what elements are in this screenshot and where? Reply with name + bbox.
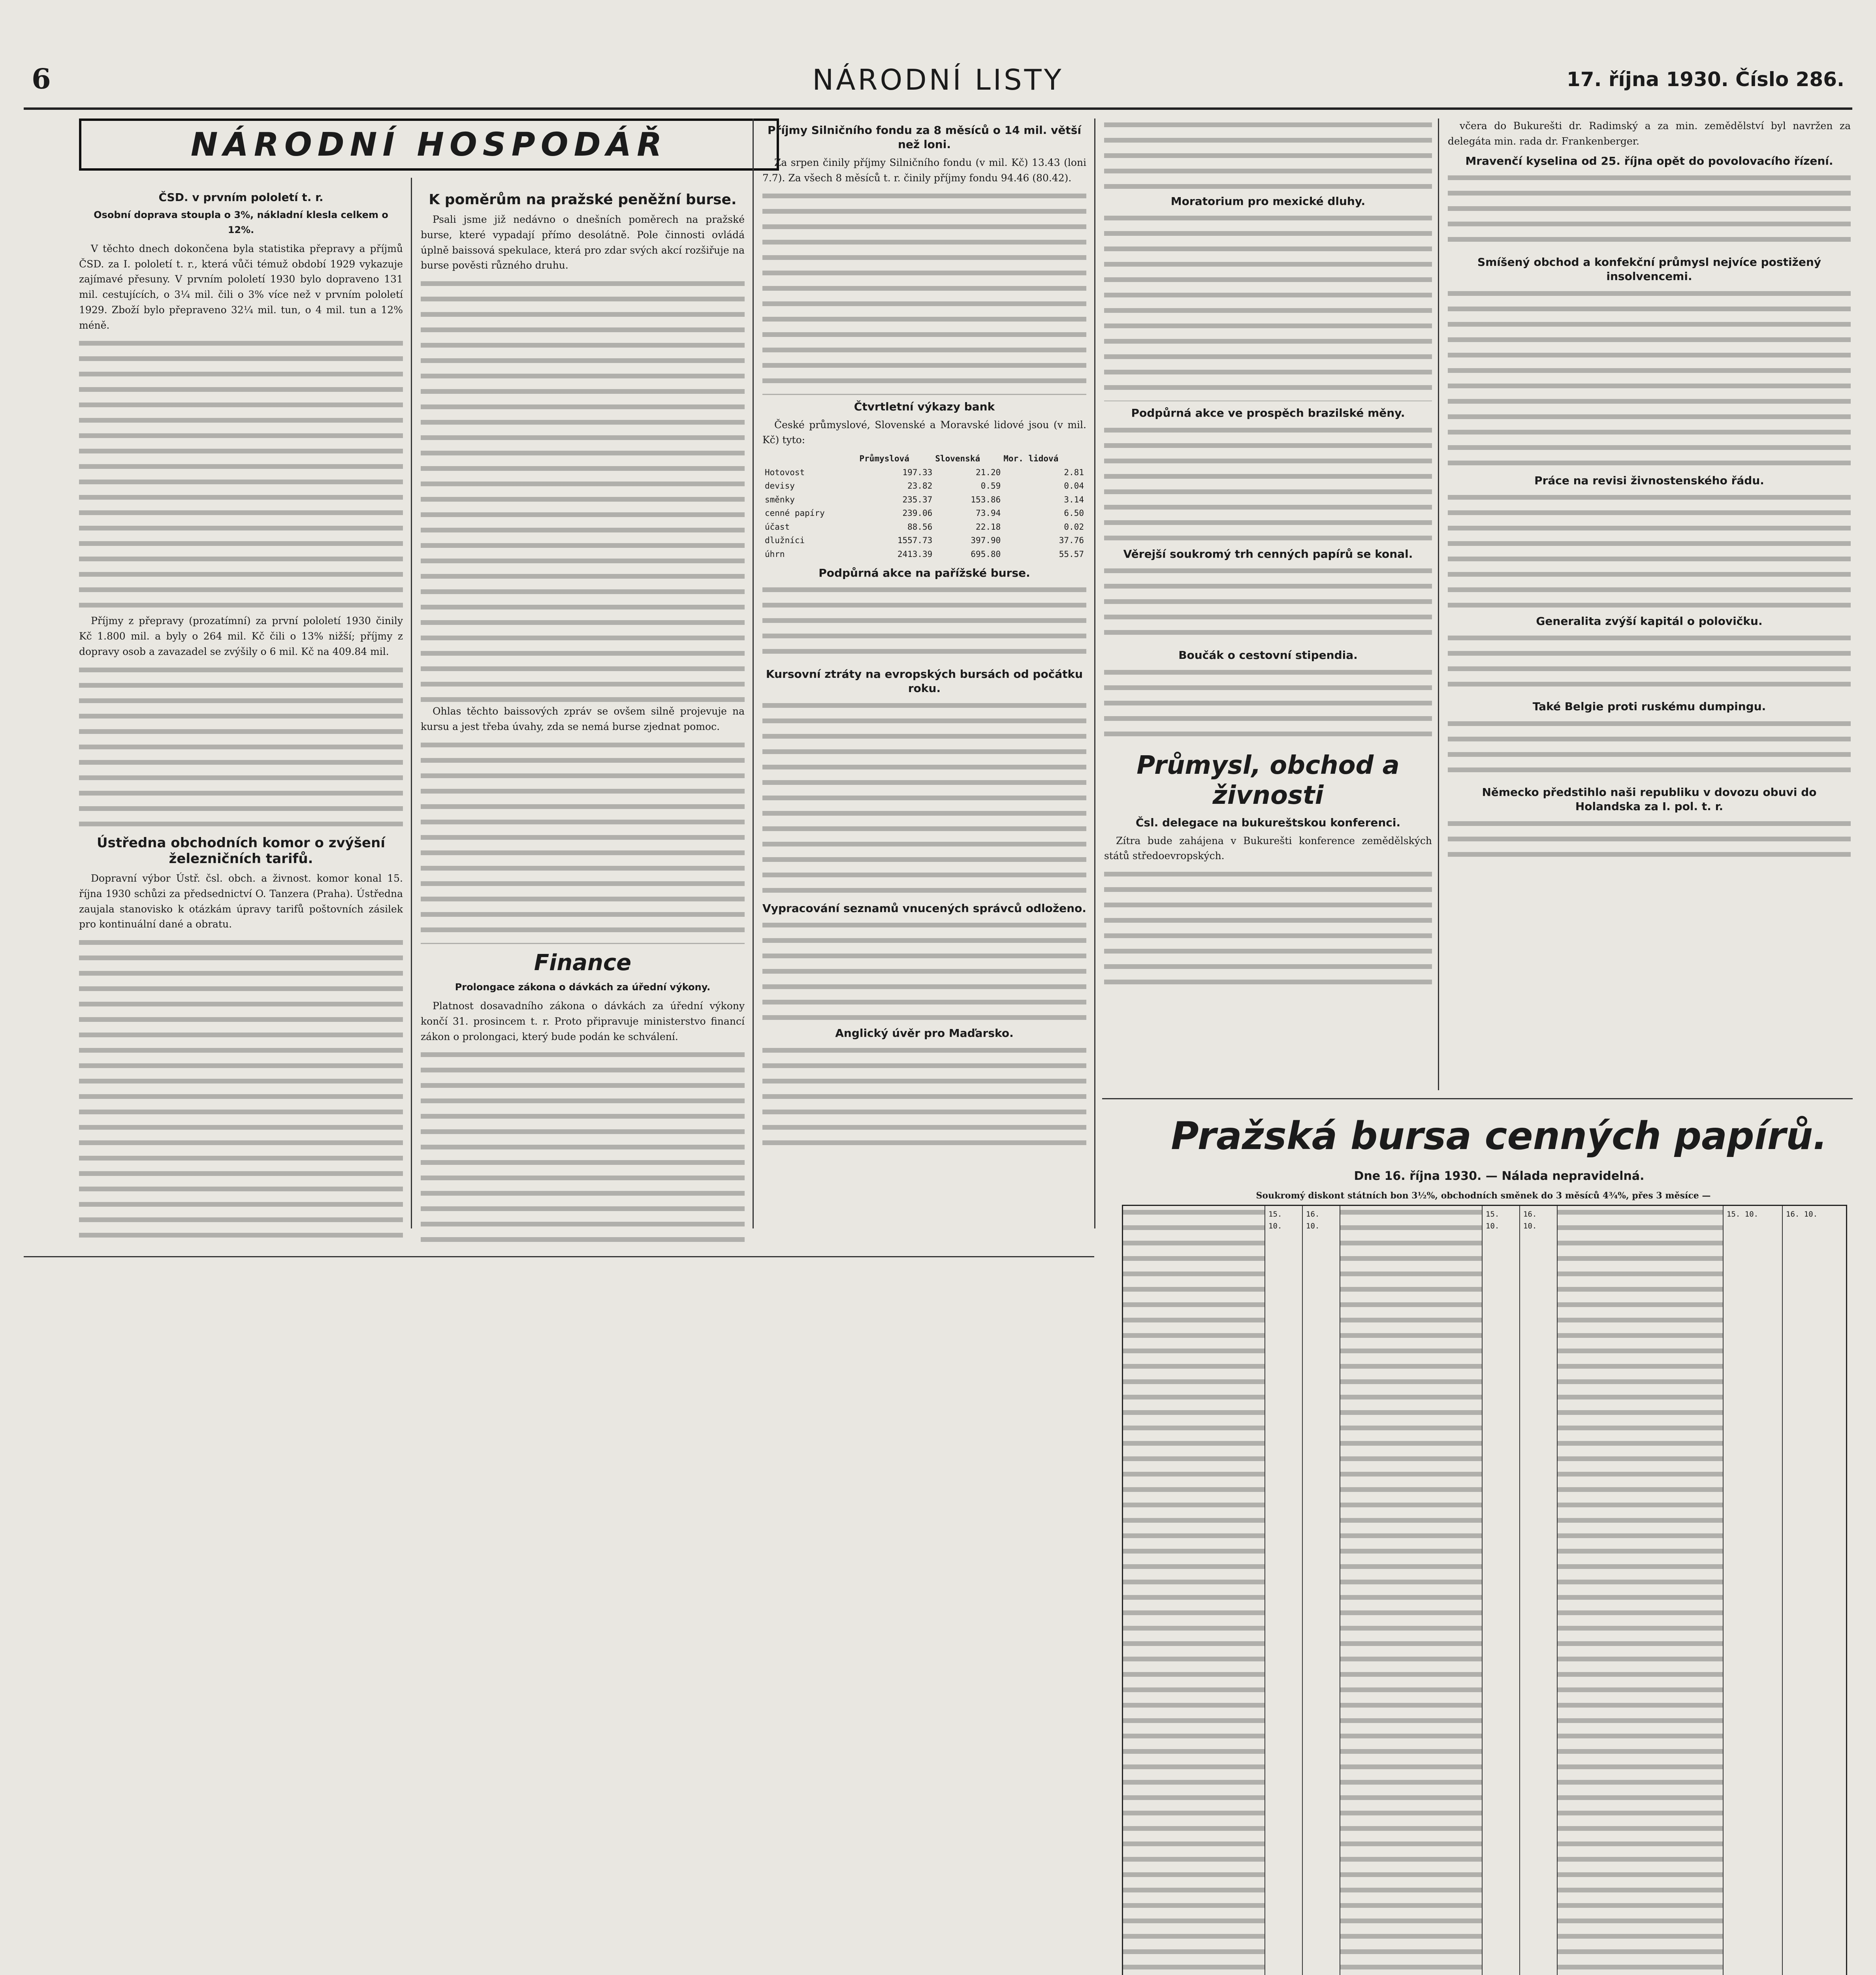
text-block bbox=[1448, 817, 1851, 865]
row-value: 23.82 bbox=[907, 481, 933, 491]
table-header: Mor. lidová bbox=[1003, 454, 1059, 464]
article-title: Generalita zvýší kapitál o polovičku. bbox=[1536, 615, 1763, 628]
row-label: směnky bbox=[765, 495, 795, 504]
row-value: 22.18 bbox=[976, 522, 1001, 532]
row-label: devisy bbox=[765, 481, 795, 491]
section-title-industry: Průmysl, obchod a živnosti bbox=[1137, 750, 1400, 811]
row-value: 73.94 bbox=[976, 508, 1001, 518]
article-paragraph: České průmyslové, Slovenské a Moravské lidové jsou (v mil. Kč) tyto: bbox=[762, 419, 1086, 446]
bank-statement-table bbox=[762, 452, 1086, 561]
row-value: 397.90 bbox=[971, 536, 1001, 545]
row-label: účast bbox=[765, 522, 790, 532]
article-column-2 bbox=[421, 186, 745, 1248]
text-block bbox=[762, 919, 1086, 1021]
row-label: úhrn bbox=[765, 549, 785, 559]
column-head: 16. 10. bbox=[1523, 1210, 1537, 1231]
quotes-column bbox=[1520, 1206, 1558, 1975]
text-block bbox=[762, 583, 1086, 662]
row-value: 197.33 bbox=[902, 467, 933, 477]
header-rule bbox=[24, 107, 1852, 110]
article-title: Boučák o cestovní stipendia. bbox=[1178, 649, 1358, 662]
issue-date: 17. října 1930. Číslo 286. bbox=[1566, 68, 1844, 91]
page-header bbox=[24, 55, 1852, 107]
article-title: Podpůrná akce ve prospěch brazilské měny. bbox=[1131, 406, 1405, 420]
row-value: 3.14 bbox=[1064, 495, 1084, 504]
quotes-column bbox=[1483, 1206, 1520, 1975]
article-column-4 bbox=[1104, 118, 1432, 1090]
row-value: 2413.39 bbox=[897, 549, 933, 559]
row-value: 21.20 bbox=[976, 467, 1001, 477]
article-title: Příjmy Silničního fondu za 8 měsíců o 14 mil. větší než loni. bbox=[768, 124, 1081, 151]
column-head: 15. 10. bbox=[1727, 1210, 1759, 1219]
article-title: Čtvrtletní výkazy bank bbox=[854, 400, 995, 414]
column-divider bbox=[1438, 118, 1439, 1090]
bursa-note-box bbox=[1122, 1189, 1845, 1203]
text-block bbox=[1104, 564, 1432, 643]
table-row bbox=[762, 466, 1086, 480]
article-title: Kursovní ztráty na evropských bursách od počátku roku. bbox=[766, 667, 1083, 695]
text-block bbox=[762, 190, 1086, 395]
text-block bbox=[1448, 632, 1851, 695]
article-title: Práce na revisi živnostenského řádu. bbox=[1534, 474, 1764, 487]
article-column-3 bbox=[762, 118, 1086, 1248]
text-block bbox=[1104, 868, 1432, 986]
bursa-note: Soukromý diskont státních bon 3½%, obchodních směnek do 3 měsíců 4¾%, přes 3 měsíce — bbox=[1256, 1191, 1711, 1201]
row-value: 37.76 bbox=[1059, 536, 1084, 545]
table-header: Průmyslová bbox=[859, 454, 909, 464]
column-head: 15. 10. bbox=[1486, 1210, 1500, 1231]
row-value: 55.57 bbox=[1059, 549, 1084, 559]
article-paragraph: Platnost dosavadního zákona o dávkách za úřední výkony končí 31. prosincem t. r. Proto připravuje ministerstvo financí zákon o prolongaci, který bude podán ke schválení. bbox=[421, 1000, 745, 1042]
article-paragraph: Za srpen činily příjmy Silničního fondu (v mil. Kč) 13.43 (loni 7.7). Za všech 8 měsíců t. r. činily příjmy fondu 94.46 (80.42). bbox=[762, 156, 1086, 184]
row-label: cenné papíry bbox=[765, 508, 825, 518]
column-head: 16. 10. bbox=[1306, 1210, 1320, 1231]
column-head: 16. 10. bbox=[1786, 1210, 1818, 1219]
quotes-column bbox=[1123, 1206, 1265, 1975]
article-paragraph: V těchto dnech dokončena byla statistika přepravy a příjmů ČSD. za I. pololetí t. r., která vůči témuž období 1929 vykazuje zajímavé přesuny. V prvním pololetí 1930 bylo dopraveno 131 mil. cestujících, o 3¼ mil. čili o 3% více než v prvním pololetí 1929. Zboží bylo přepraveno 32¼ mil. tun, o 4 mil. tun a 12% méně. bbox=[79, 243, 403, 331]
text-block bbox=[1104, 666, 1432, 745]
text-block bbox=[79, 936, 403, 1248]
article-title: ČSD. v prvním pololetí t. r. bbox=[158, 191, 324, 204]
text-block bbox=[1448, 287, 1851, 469]
row-label: dlužníci bbox=[765, 536, 805, 545]
article-subtitle: Osobní doprava stoupla o 3%, nákladní klesla celkem o 12%. bbox=[94, 209, 388, 235]
row-value: 0.02 bbox=[1064, 522, 1084, 532]
article-title: Anglický úvěr pro Maďarsko. bbox=[835, 1027, 1014, 1040]
article-title: Smíšený obchod a konfekční průmysl nejvíce postižený insolvencemi. bbox=[1477, 255, 1821, 283]
page-number: 6 bbox=[32, 62, 51, 95]
article-title: Mravenčí kyselina od 25. října opět do povolovacího řízení. bbox=[1465, 154, 1833, 167]
table-row bbox=[762, 479, 1086, 493]
table-row bbox=[762, 547, 1086, 561]
article-title: Moratorium pro mexické dluhy. bbox=[1170, 195, 1366, 208]
row-value: 6.50 bbox=[1064, 508, 1084, 518]
row-value: 2.81 bbox=[1064, 467, 1084, 477]
row-value: 695.80 bbox=[971, 549, 1001, 559]
quotes-column bbox=[1340, 1206, 1483, 1975]
column-divider bbox=[411, 178, 412, 1228]
text-block bbox=[421, 1048, 745, 1246]
article-subtitle: Prolongace zákona o dávkách za úřední výkony. bbox=[455, 981, 711, 993]
text-block bbox=[1448, 491, 1851, 609]
text-block bbox=[79, 337, 403, 613]
article-paragraph: Psali jsme již nedávno o dnešních poměrech na pražské burse, které vypadají přímo desolátně. Pole činnosti ovládá úplně baissová spekulace, která pro zdar svých akcí rozšiřuje na burse pověsti různého druhu. bbox=[421, 214, 745, 271]
table-row bbox=[762, 534, 1086, 547]
bursa-subtitle: Dne 16. října 1930. — Nálada nepravidelná. bbox=[1354, 1169, 1645, 1183]
text-block bbox=[762, 1044, 1086, 1147]
row-value: 1557.73 bbox=[897, 536, 933, 545]
section-banner: NÁRODNÍ HOSPODÁŘ bbox=[79, 118, 779, 171]
column-divider bbox=[753, 118, 754, 1228]
quotes-column bbox=[1265, 1206, 1303, 1975]
newspaper-title: NÁRODNÍ LISTY bbox=[812, 63, 1064, 96]
row-value: 88.56 bbox=[907, 522, 933, 532]
text-block bbox=[1104, 212, 1432, 401]
column-head: 15. 10. bbox=[1268, 1210, 1282, 1231]
table-row bbox=[762, 506, 1086, 520]
article-column-5 bbox=[1448, 118, 1851, 1090]
quotes-column bbox=[1724, 1206, 1783, 1975]
row-label: Hotovost bbox=[765, 467, 805, 477]
text-block bbox=[1448, 717, 1851, 781]
text-block bbox=[79, 664, 403, 830]
row-value: 239.06 bbox=[902, 508, 933, 518]
article-title: Vypracování seznamů vnucených správců odloženo. bbox=[762, 901, 1086, 915]
text-block bbox=[1448, 171, 1851, 250]
article-title: Také Belgie proti ruskému dumpingu. bbox=[1532, 700, 1766, 713]
row-value: 153.86 bbox=[971, 495, 1001, 504]
article-paragraph: Dopravní výbor Ústř. čsl. obch. a živnost. komor konal 15. října 1930 schůzi za předsednictví O. Tanzera (Praha). Ústředna zaujala stanovisko k otázkám úpravy tarifů poštovních zásilek pro kontinuální dané a obratu. bbox=[79, 873, 403, 930]
text-block bbox=[1104, 118, 1432, 190]
section-rule bbox=[24, 1256, 1094, 1257]
table-header-blank bbox=[762, 452, 859, 466]
bursa-title: Pražská bursa cenných papírů. bbox=[1171, 1114, 1827, 1158]
article-title: Čsl. delegace na bukureštskou konferenci. bbox=[1135, 816, 1401, 830]
text-block bbox=[1104, 424, 1432, 542]
row-value: 0.59 bbox=[980, 481, 1001, 491]
table-row bbox=[762, 520, 1086, 534]
article-title: Věrejší soukromý trh cenných papírů se konal. bbox=[1123, 547, 1413, 561]
section-title-finance: Finance bbox=[534, 950, 632, 976]
section-rule bbox=[1102, 1098, 1853, 1099]
row-value: 0.04 bbox=[1064, 481, 1084, 491]
column-divider bbox=[1094, 118, 1095, 1228]
text-block bbox=[762, 699, 1086, 897]
table-header: Slovenská bbox=[935, 454, 980, 464]
text-block bbox=[421, 277, 745, 704]
article-column-1 bbox=[79, 186, 403, 1248]
article-paragraph: Zítra bude zahájena v Bukurešti konference zemědělských států středoevropských. bbox=[1104, 835, 1432, 862]
article-paragraph: včera do Bukurešti dr. Radimský a za min. zemědělství byl navržen za delegáta min. rada dr. Frankenberger. bbox=[1448, 120, 1851, 147]
quotes-column bbox=[1303, 1206, 1340, 1975]
quotes-column bbox=[1558, 1206, 1724, 1975]
article-title: Podpůrná akce na pařížské burse. bbox=[819, 566, 1030, 579]
row-value: 235.37 bbox=[902, 495, 933, 504]
quotes-column bbox=[1783, 1206, 1845, 1975]
text-block bbox=[421, 739, 745, 944]
article-title: Ústředna obchodních komor o zvýšení železničních tarifů. bbox=[97, 835, 385, 867]
bursa-quotes-table bbox=[1122, 1205, 1847, 1975]
article-title: Německo předstihlo naši republiku v dovozu obuvi do Holandska za I. pol. t. r. bbox=[1482, 785, 1817, 813]
article-title: K poměrům na pražské peněžní burse. bbox=[429, 192, 737, 208]
article-paragraph: Příjmy z přepravy (prozatímní) za první pololetí 1930 činily Kč 1.800 mil. a byly o 264 mil. Kč čili o 13% nižší; příjmy z dopravy osob a zavazadel se zvýšily o 6 mil. Kč na 409.84 mil. bbox=[79, 615, 403, 657]
article-paragraph: Ohlas těchto baissových zpráv se ovšem silně projevuje na kursu a jest třeba úvahy, zda se nemá burse zjednat pomoc. bbox=[421, 705, 745, 732]
table-row bbox=[762, 493, 1086, 507]
